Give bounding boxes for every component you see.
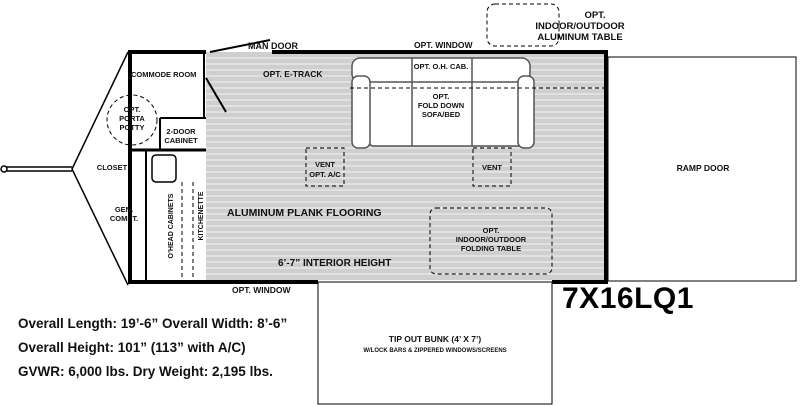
vent-ac-label-2: OPT. A/C: [309, 170, 341, 179]
spec-line-height: Overall Height: 101” (113” with A/C): [18, 340, 246, 355]
vent-label: VENT: [481, 163, 503, 172]
ohead-cabinets-label: O’HEAD CABINETS: [168, 193, 175, 259]
opt-e-track-label: OPT. E-TRACK: [263, 69, 323, 79]
closet-label: CLOSET: [96, 163, 128, 172]
porta-potty-label-1: OPT.: [123, 105, 141, 114]
gen-compt-label-2: COMPT.: [109, 214, 139, 223]
tip-out-bunk-label-2: W/LOCK BARS & ZIPPERED WINDOWS/SCREENS: [363, 348, 507, 354]
sofa-label-2: FOLD DOWN: [417, 101, 465, 110]
folding-table-label-1: OPT.: [482, 226, 500, 235]
sofa-label-3: SOFA/BED: [421, 110, 461, 119]
opt-window-top-label: OPT. WINDOW: [414, 40, 473, 50]
opt-window-bottom-label: OPT. WINDOW: [232, 285, 291, 295]
interior-height-label: 6’-7” INTERIOR HEIGHT: [278, 258, 392, 269]
tip-out-bunk-label-1: TIP OUT BUNK (4’ X 7’): [388, 334, 482, 344]
folding-table-label-3: FOLDING TABLE: [460, 244, 522, 253]
opt-table-label-2: INDOOR/OUTDOOR: [535, 21, 625, 32]
cabinet-label-1: 2-DOOR: [166, 127, 196, 136]
flooring-label: ALUMINUM PLANK FLOORING: [227, 207, 382, 219]
opt-table-label-1: OPT.: [584, 10, 606, 21]
man-door-label: MAN DOOR: [248, 41, 298, 51]
ramp-door-label: RAMP DOOR: [676, 163, 730, 173]
sink: [152, 155, 176, 182]
commode-room-label: COMMODE ROOM: [131, 70, 197, 79]
spec-line-dimensions: Overall Length: 19’-6” Overall Width: 8’-6”: [18, 316, 288, 331]
spec-line-weight: GVWR: 6,000 lbs. Dry Weight: 2,195 lbs.: [18, 364, 273, 379]
folding-table-label-2: INDOOR/OUTDOOR: [455, 235, 527, 244]
specs-block: [18, 312, 287, 384]
kitchenette-label: KITCHENETTE: [198, 191, 205, 241]
porta-potty-label-3: POTTY: [119, 123, 145, 132]
vent-ac-label-1: VENT: [314, 160, 336, 169]
opt-oh-cab-label: OPT. O.H. CAB.: [413, 62, 469, 71]
sofa-label-1: OPT.: [432, 92, 450, 101]
cabinet-label-2: CABINET: [164, 136, 198, 145]
opt-table-label-3: ALUMINUM TABLE: [537, 32, 623, 43]
model-number: 7X16LQ1: [562, 282, 694, 315]
gen-compt-label-1: GEN.: [114, 205, 134, 214]
porta-potty-label-2: PORTA: [119, 114, 145, 123]
